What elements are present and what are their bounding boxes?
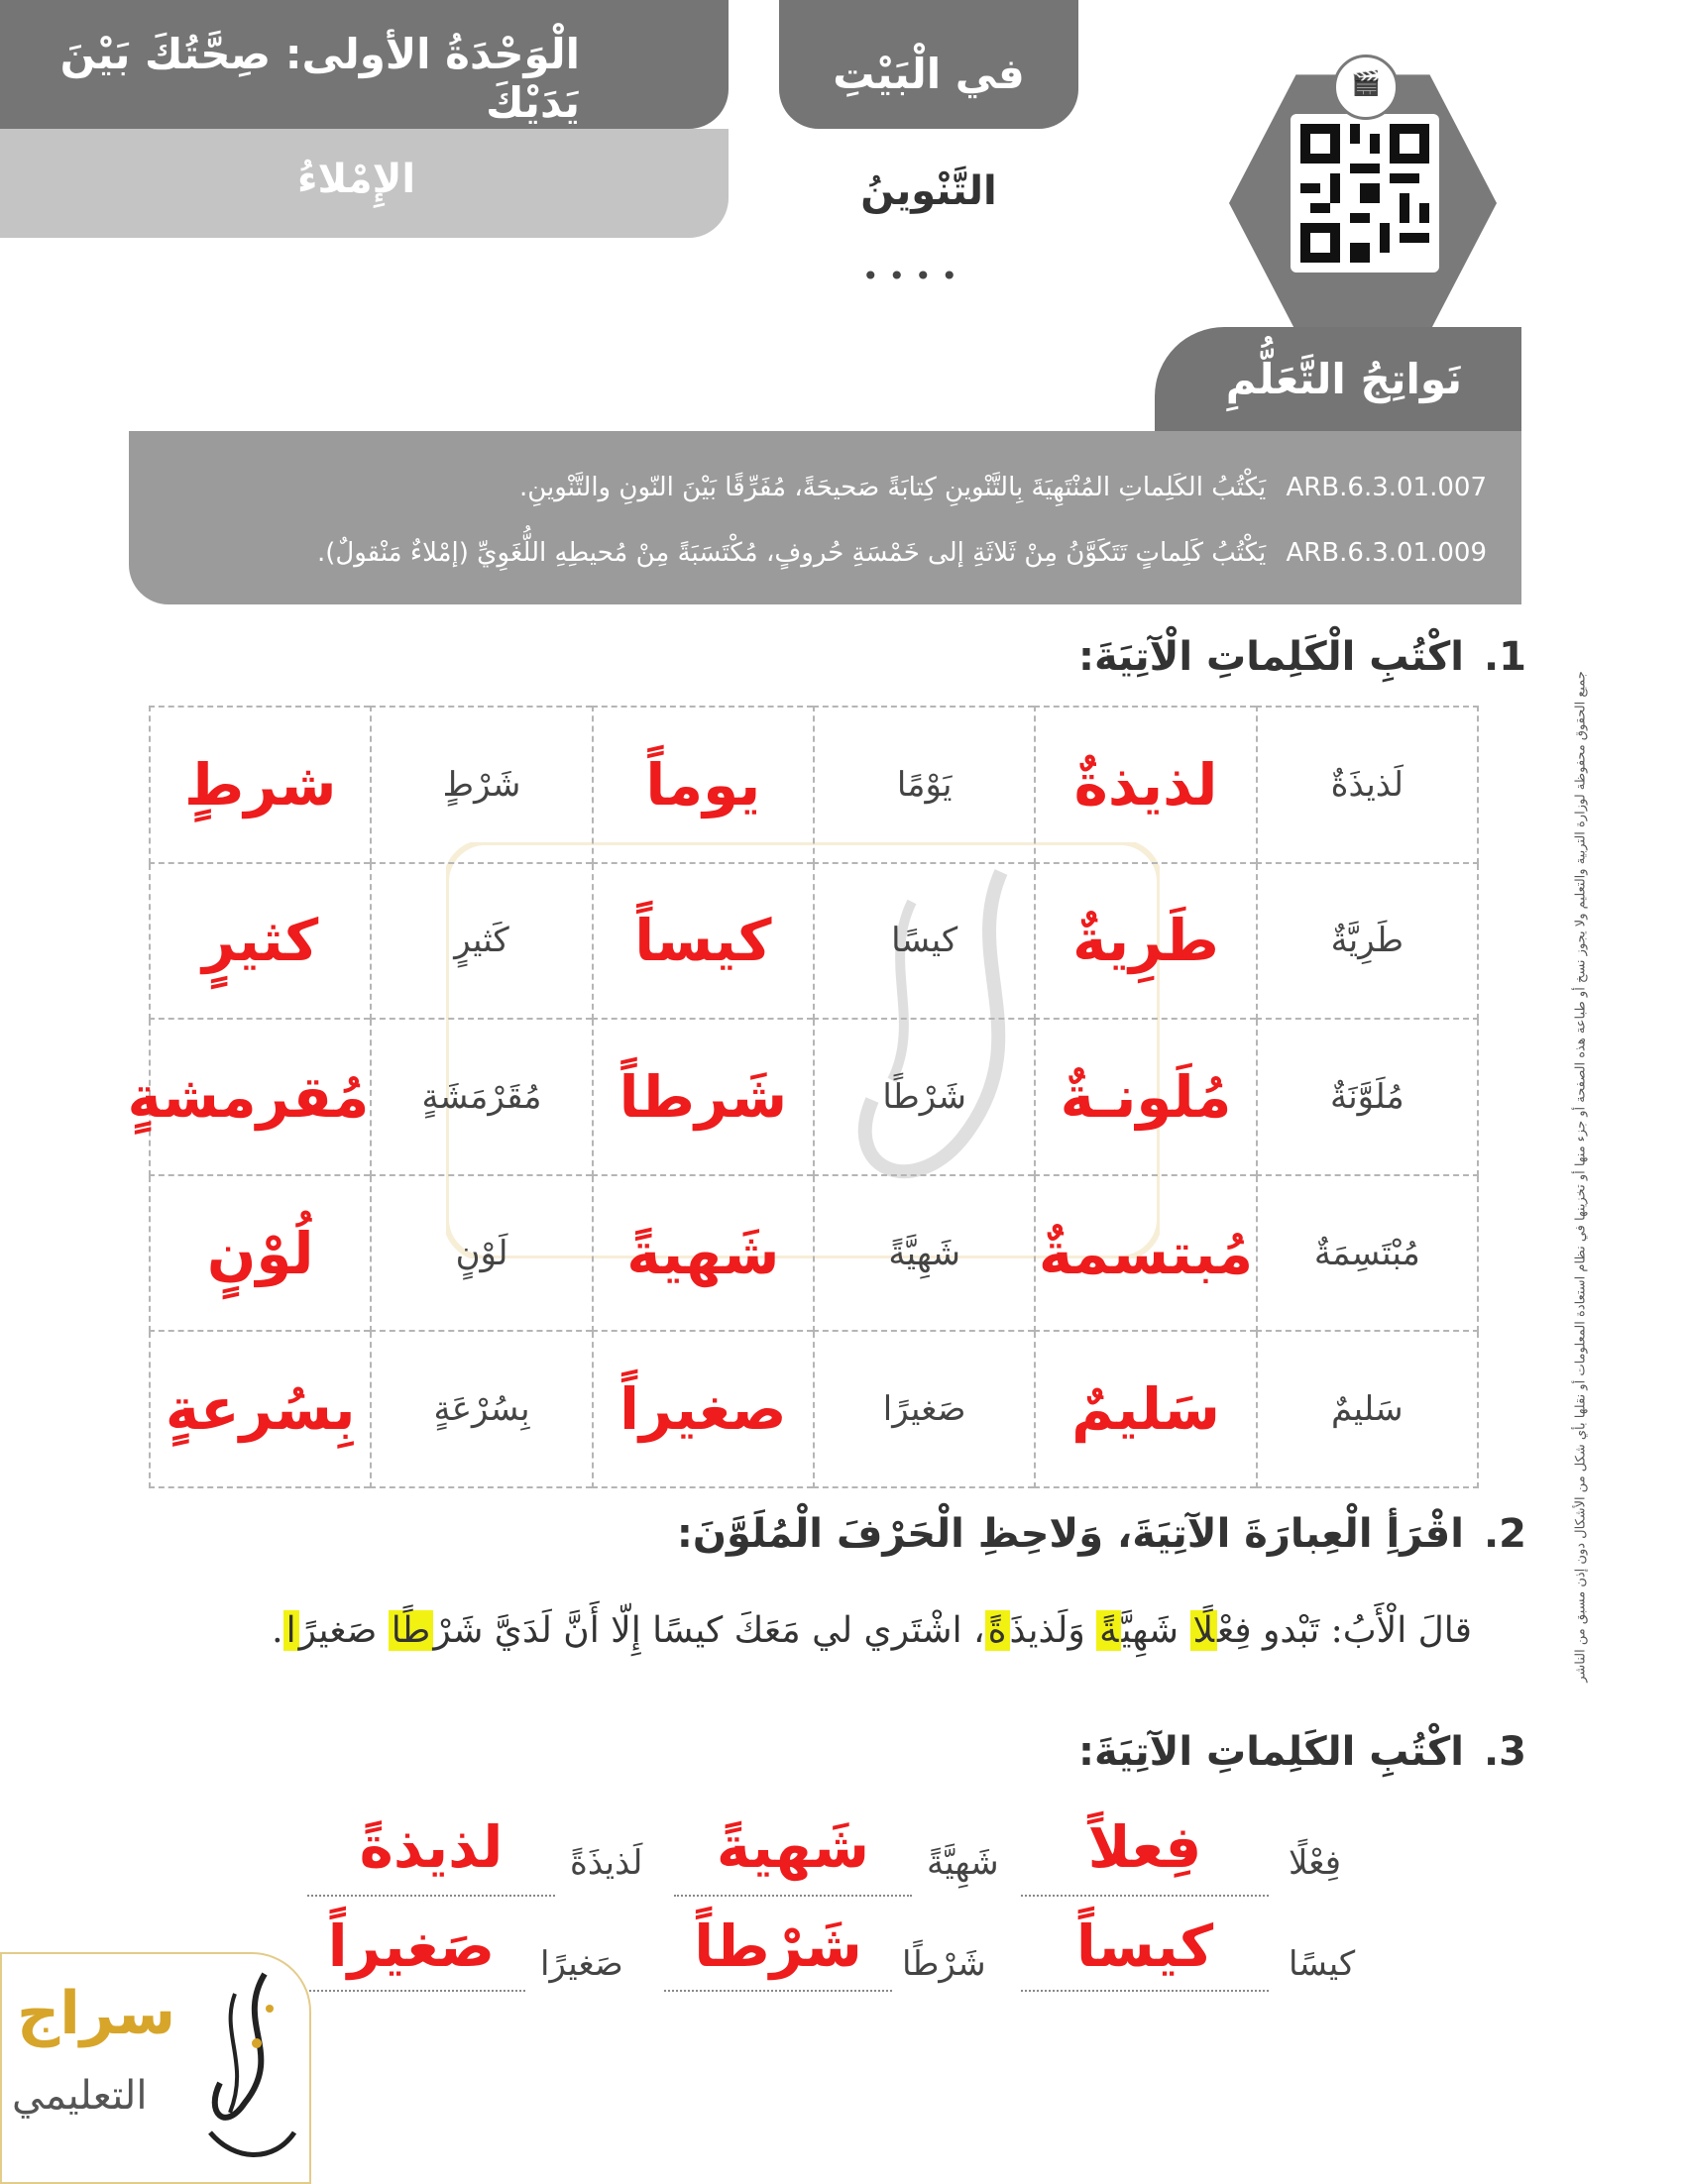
- q3-title: اكْتُبِ الكَلِماتِ الآتِيَةَ:: [1078, 1729, 1464, 1775]
- brand-logo: [0, 1952, 311, 2184]
- q1-print-cell: [814, 707, 1035, 863]
- q1-row: [150, 1175, 1478, 1332]
- q1-print-word: مُلَوَّنَةٌ: [1329, 1076, 1404, 1117]
- q1-answer-cell[interactable]: [150, 1331, 371, 1487]
- q1-print-word: شَرْطًا: [882, 1076, 967, 1117]
- q1-row: [150, 1331, 1478, 1487]
- outcome-item: [317, 538, 1487, 568]
- highlighted-letter: ا: [283, 1610, 299, 1651]
- q1-answer-word: يوماً: [645, 750, 761, 819]
- qr-code-icon: [1300, 124, 1429, 263]
- q3-answer-line[interactable]: [307, 1895, 555, 1897]
- q1-print-cell: [814, 1175, 1035, 1332]
- learning-outcomes-box: [129, 431, 1521, 604]
- q3-answer: صَغيراً: [327, 1912, 496, 1980]
- q1-print-word: شَهِيَّةً: [888, 1233, 960, 1273]
- learning-outcomes-tab: [1155, 327, 1521, 431]
- section-bar: [0, 129, 729, 238]
- q1-print-cell: [814, 863, 1035, 1020]
- learning-outcomes-title: نَواتِجُ التَّعَلُّمِ: [1225, 355, 1462, 403]
- q1-answer-cell[interactable]: [593, 1175, 814, 1332]
- q3-answer: كيساً: [1075, 1912, 1214, 1980]
- q3-answer: فِعلاً: [1087, 1813, 1202, 1881]
- q1-print-cell: [371, 1019, 592, 1175]
- q1-print-cell: [371, 707, 592, 863]
- home-tab: [779, 0, 1078, 129]
- q2-number: 2.: [1483, 1511, 1526, 1557]
- video-badge: [1333, 55, 1399, 120]
- q1-answer-word: مُبتسمةٌ: [1038, 1219, 1254, 1287]
- logo-subtitle: التعليمي: [12, 2073, 148, 2119]
- highlighted-letter: ةً: [985, 1610, 1010, 1651]
- q1-print-cell: [371, 1331, 592, 1487]
- q1-answer-cell[interactable]: [593, 1331, 814, 1487]
- qr-code[interactable]: [1291, 114, 1439, 273]
- q3-answer-line[interactable]: [1021, 1990, 1269, 1992]
- q1-answer-cell[interactable]: [1035, 1331, 1256, 1487]
- q1-answer-cell[interactable]: [127, 1019, 371, 1175]
- q1-answer-word: لُوْنٍ: [206, 1219, 314, 1287]
- q3-answer-line[interactable]: [297, 1990, 525, 1992]
- q1-print-cell: [1257, 707, 1478, 863]
- outcome-code: ARB.6.3.01.009: [1286, 538, 1487, 568]
- q1-answer-cell[interactable]: [593, 707, 814, 863]
- q1-answer-word: مُقرمشةٍ: [127, 1062, 370, 1131]
- copyright-note: [1566, 515, 1596, 1843]
- q1-heading: [1078, 634, 1526, 680]
- q1-answer-word: لذيذةٌ: [1073, 750, 1218, 819]
- logo-name: سراج: [17, 1979, 176, 2048]
- q1-row: [150, 863, 1478, 1020]
- lesson-dots: ••••: [862, 260, 968, 292]
- q3-print-word: صَغيرًا: [540, 1944, 623, 1984]
- q3-heading: [1078, 1729, 1526, 1775]
- q1-answer-word: شَهيةً: [626, 1219, 780, 1287]
- q1-answer-word: طَرِيةٌ: [1072, 907, 1219, 975]
- outcome-item: [519, 473, 1487, 502]
- q1-print-word: بِسُرْعَةٍ: [433, 1389, 530, 1430]
- q1-answer-cell[interactable]: [150, 707, 371, 863]
- q1-print-word: لَذيذَةٌ: [1330, 764, 1404, 805]
- copyright-text: جميع الحقوق محفوظة لوزارة التربية والتعليم ولا يجوز نسخ أو طباعة هذه الصفحة أو جزء منها أو تخزينها في نظام استعادة المعلومات أو نقلها بأي شكل من الأشكال دون إذن مسبق من الناشر: [1573, 671, 1589, 1683]
- q1-answer-cell[interactable]: [150, 1175, 371, 1332]
- q1-row: [150, 707, 1478, 863]
- q1-print-cell: [1257, 1331, 1478, 1487]
- q2-title: اقْرَأِ الْعِبارَةَ الآتِيَةَ، وَلاحِظِ الْحَرْفَ الْمُلَوَّنَ:: [676, 1511, 1464, 1557]
- q3-answer: شَرْطاً: [694, 1912, 862, 1980]
- unit-title: الْوَحْدَةُ الأولى: صِحَّتُكَ بَيْنَ يَدَيْكَ: [59, 30, 580, 127]
- q1-answer-cell[interactable]: [1035, 1175, 1256, 1332]
- q1-print-cell: [1257, 1019, 1478, 1175]
- q1-answer-cell[interactable]: [1035, 707, 1256, 863]
- q1-number: 1.: [1483, 634, 1526, 680]
- q1-answer-cell[interactable]: [1035, 863, 1256, 1020]
- sentence-fragment: .: [272, 1610, 283, 1651]
- home-tab-label: في الْبَيْتِ: [833, 50, 1025, 98]
- q1-row: [150, 1019, 1478, 1175]
- q3-print-word: شَهِيَّةً: [927, 1843, 999, 1883]
- q2-heading: [677, 1511, 1526, 1557]
- q1-answer-cell[interactable]: [1035, 1019, 1256, 1175]
- q1-answer-word: شرطٍ: [184, 750, 337, 819]
- q1-answer-word: كيساً: [634, 907, 772, 975]
- highlighted-letter: لًا: [1190, 1610, 1217, 1651]
- q3-answer-line[interactable]: [1021, 1895, 1269, 1897]
- q1-grid: [127, 706, 1479, 1488]
- q1-print-word: يَوْمًا: [896, 764, 953, 805]
- highlighted-letter: ةً: [1096, 1610, 1121, 1651]
- q3-print-word: فِعْلًا: [1289, 1843, 1341, 1883]
- q1-answer-word: مُلَونـةٌ: [1060, 1062, 1232, 1131]
- sentence-fragment: ، اشْتَري لي مَعَكَ كيسًا إِلّا أَنَّ لَدَيَّ شَرْ: [433, 1610, 985, 1651]
- q3-print-word: شَرْطًا: [902, 1944, 986, 1984]
- q1-answer-word: صغيراً: [619, 1375, 787, 1444]
- sentence-fragment: شَهِيَّ: [1121, 1610, 1190, 1651]
- q3-number: 3.: [1483, 1729, 1526, 1775]
- outcome-text: يَكْتُبُ الكَلِماتِ المُنْتَهِيَةَ بِالتَّنْوينِ كِتابَةً صَحيحَةً، مُفَرِّقًا بَيْنَ النّونِ والتَّنْوينِ.: [519, 473, 1267, 502]
- sentence-fragment: وَلَذيذَ: [1009, 1610, 1097, 1651]
- q1-title: اكْتُبِ الْكَلِماتِ الْآتِيَةَ:: [1078, 634, 1464, 680]
- q1-print-cell: [371, 1175, 592, 1332]
- q1-print-word: كيسًا: [891, 921, 958, 961]
- outcome-text: يَكْتُبُ كَلِماتٍ تَتَكَوَّنُ مِنْ ثَلاثَةِ إلى خَمْسَةِ حُروفٍ، مُكْتَسَبَةً مِنْ مُحيطِهِ اللُّغَوِيِّ (إمْلاءٌ مَنْقولٌ).: [316, 538, 1267, 568]
- q1-answer-word: بِسُرعةٍ: [165, 1375, 356, 1444]
- q1-answer-cell[interactable]: [593, 863, 814, 1020]
- q2-sentence: [272, 1610, 1472, 1651]
- q1-print-word: مُبْتَسِمَةٌ: [1313, 1233, 1420, 1273]
- q1-print-word: شَرْطٍ: [442, 764, 521, 805]
- q1-print-cell: [814, 1019, 1035, 1175]
- sentence-fragment: قالَ الْأَبُ: تَبْدو فِعْ: [1217, 1610, 1472, 1651]
- q1-answer-word: شَرطاً: [618, 1062, 788, 1131]
- q1-print-word: سَليمٌ: [1331, 1389, 1404, 1430]
- outcome-code: ARB.6.3.01.007: [1286, 473, 1487, 502]
- sentence-fragment: صَغيرً: [298, 1610, 389, 1651]
- film-icon: 🎬: [1351, 69, 1381, 97]
- q1-print-word: مُقَرْمَشَةٍ: [421, 1076, 542, 1117]
- q1-answer-word: كثيرٍ: [202, 907, 319, 975]
- q3-answer: شَهيةً: [716, 1813, 870, 1881]
- q1-print-cell: [371, 863, 592, 1020]
- q1-print-word: صَغيرًا: [882, 1389, 966, 1430]
- unit-title-bar: [0, 0, 729, 129]
- q1-answer-cell[interactable]: [593, 1019, 814, 1175]
- q3-answer-line[interactable]: [674, 1895, 912, 1897]
- q3-print-word: كيسًا: [1289, 1944, 1356, 1984]
- q1-answer-cell[interactable]: [150, 863, 371, 1020]
- calligraphy-icon: [195, 1964, 304, 2172]
- q1-table: [127, 706, 1479, 1488]
- q1-print-word: لَوْنٍ: [455, 1233, 508, 1273]
- q1-print-word: طَرِيَّةٌ: [1330, 921, 1404, 961]
- lesson-title: التَّنْوينُ: [860, 168, 997, 214]
- highlighted-letter: طًا: [389, 1610, 434, 1651]
- section-title: الإِمْلاءُ: [297, 157, 416, 202]
- q3-answer-line[interactable]: [664, 1990, 892, 1992]
- q1-print-cell: [1257, 1175, 1478, 1332]
- q1-print-word: كَثيرٍ: [454, 921, 509, 961]
- q1-answer-word: سَليمٌ: [1071, 1375, 1220, 1444]
- q1-print-cell: [1257, 863, 1478, 1020]
- q1-print-cell: [814, 1331, 1035, 1487]
- q3-answer: لذيذةً: [359, 1813, 504, 1881]
- q3-print-word: لَذيذَةً: [570, 1843, 643, 1883]
